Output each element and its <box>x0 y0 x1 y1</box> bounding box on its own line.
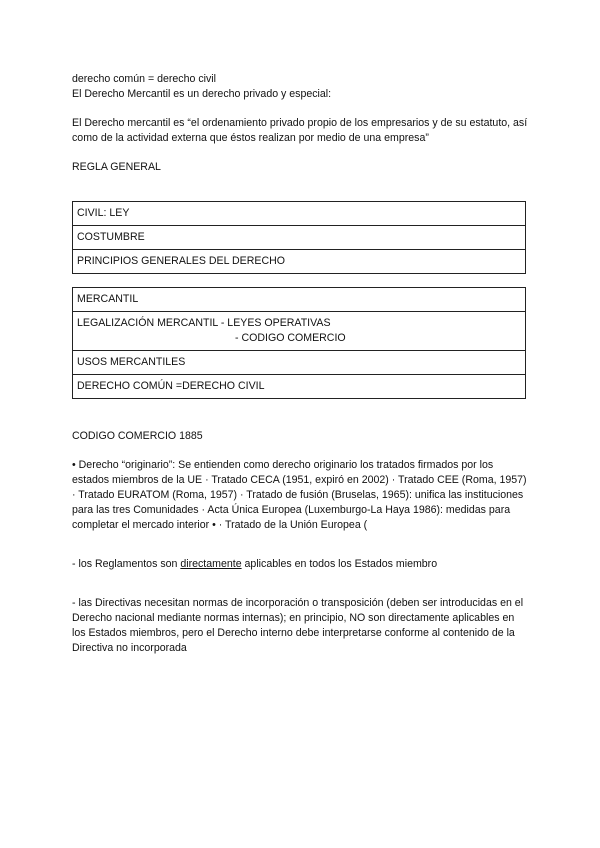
usos-mercantiles-cell: USOS MERCANTILES <box>73 351 526 375</box>
legalizacion-line-2: - CODIGO COMERCIO <box>235 332 346 344</box>
reglamentos-text-after: aplicables en todos los Estados miembro <box>241 558 438 570</box>
legalizacion-cell <box>73 312 526 351</box>
principios-cell: PRINCIPIOS GENERALES DEL DERECHO <box>73 250 526 274</box>
directivas-paragraph: - las Directivas necesitan normas de incorporación o transposición (deben ser introducidas en el Derecho nacional mediante normas internas); en principio, NO son directamente aplicables en los Estados miembros, pero el Derecho interno debe interpretarse conforme al contenido de la Directiva no incorporada <box>72 597 524 654</box>
intro-line-2: El Derecho Mercantil es un derecho privado y especial: <box>72 88 332 100</box>
derecho-comun-cell: DERECHO COMÚN =DERECHO CIVIL <box>73 375 526 399</box>
table-row <box>73 375 526 399</box>
table-row <box>73 312 526 351</box>
table-row <box>73 288 526 312</box>
codigo-comercio-heading: CODIGO COMERCIO 1885 <box>72 430 203 442</box>
reglamentos-paragraph <box>72 557 528 572</box>
intro-line-1: derecho común = derecho civil <box>72 73 216 85</box>
table-row <box>73 202 526 226</box>
legalizacion-line-1: LEGALIZACIÓN MERCANTIL - LEYES OPERATIVAS <box>77 317 331 329</box>
civil-ley-cell: CIVIL: LEY <box>73 202 526 226</box>
table-row <box>73 351 526 375</box>
table-row <box>73 226 526 250</box>
reglamentos-underlined-word: directamente <box>180 558 242 570</box>
costumbre-cell: COSTUMBRE <box>73 226 526 250</box>
reglamentos-text-before: - los Reglamentos son <box>72 558 181 570</box>
mercantil-table <box>72 287 526 399</box>
mercantil-cell: MERCANTIL <box>73 288 526 312</box>
derecho-originario-paragraph: • Derecho “originario”: Se entienden como derecho originario los tratados firmados por los estados miembros de la UE · Tratado CECA (1951, expiró en 2002) · Tratado CEE (Roma, 1957) · Tratado EURATOM (Roma, 1957) · Tratado de fusión (Bruselas, 1965): unifica las instituciones para las tres Comunidades · Acta Única Europea (Luxemburgo-La Haya 1986): medidas para completar el mercado interior • · Tratado de la Unión Europea ( <box>72 459 527 531</box>
definition-paragraph: El Derecho mercantil es “el ordenamiento privado propio de los empresarios y de su estatuto, así como de la actividad externa que éstos realizan por medio de una empresa” <box>72 117 528 144</box>
table-row <box>73 250 526 274</box>
document-page <box>72 72 528 656</box>
regla-general-heading: REGLA GENERAL <box>72 161 161 173</box>
civil-table <box>72 201 526 274</box>
